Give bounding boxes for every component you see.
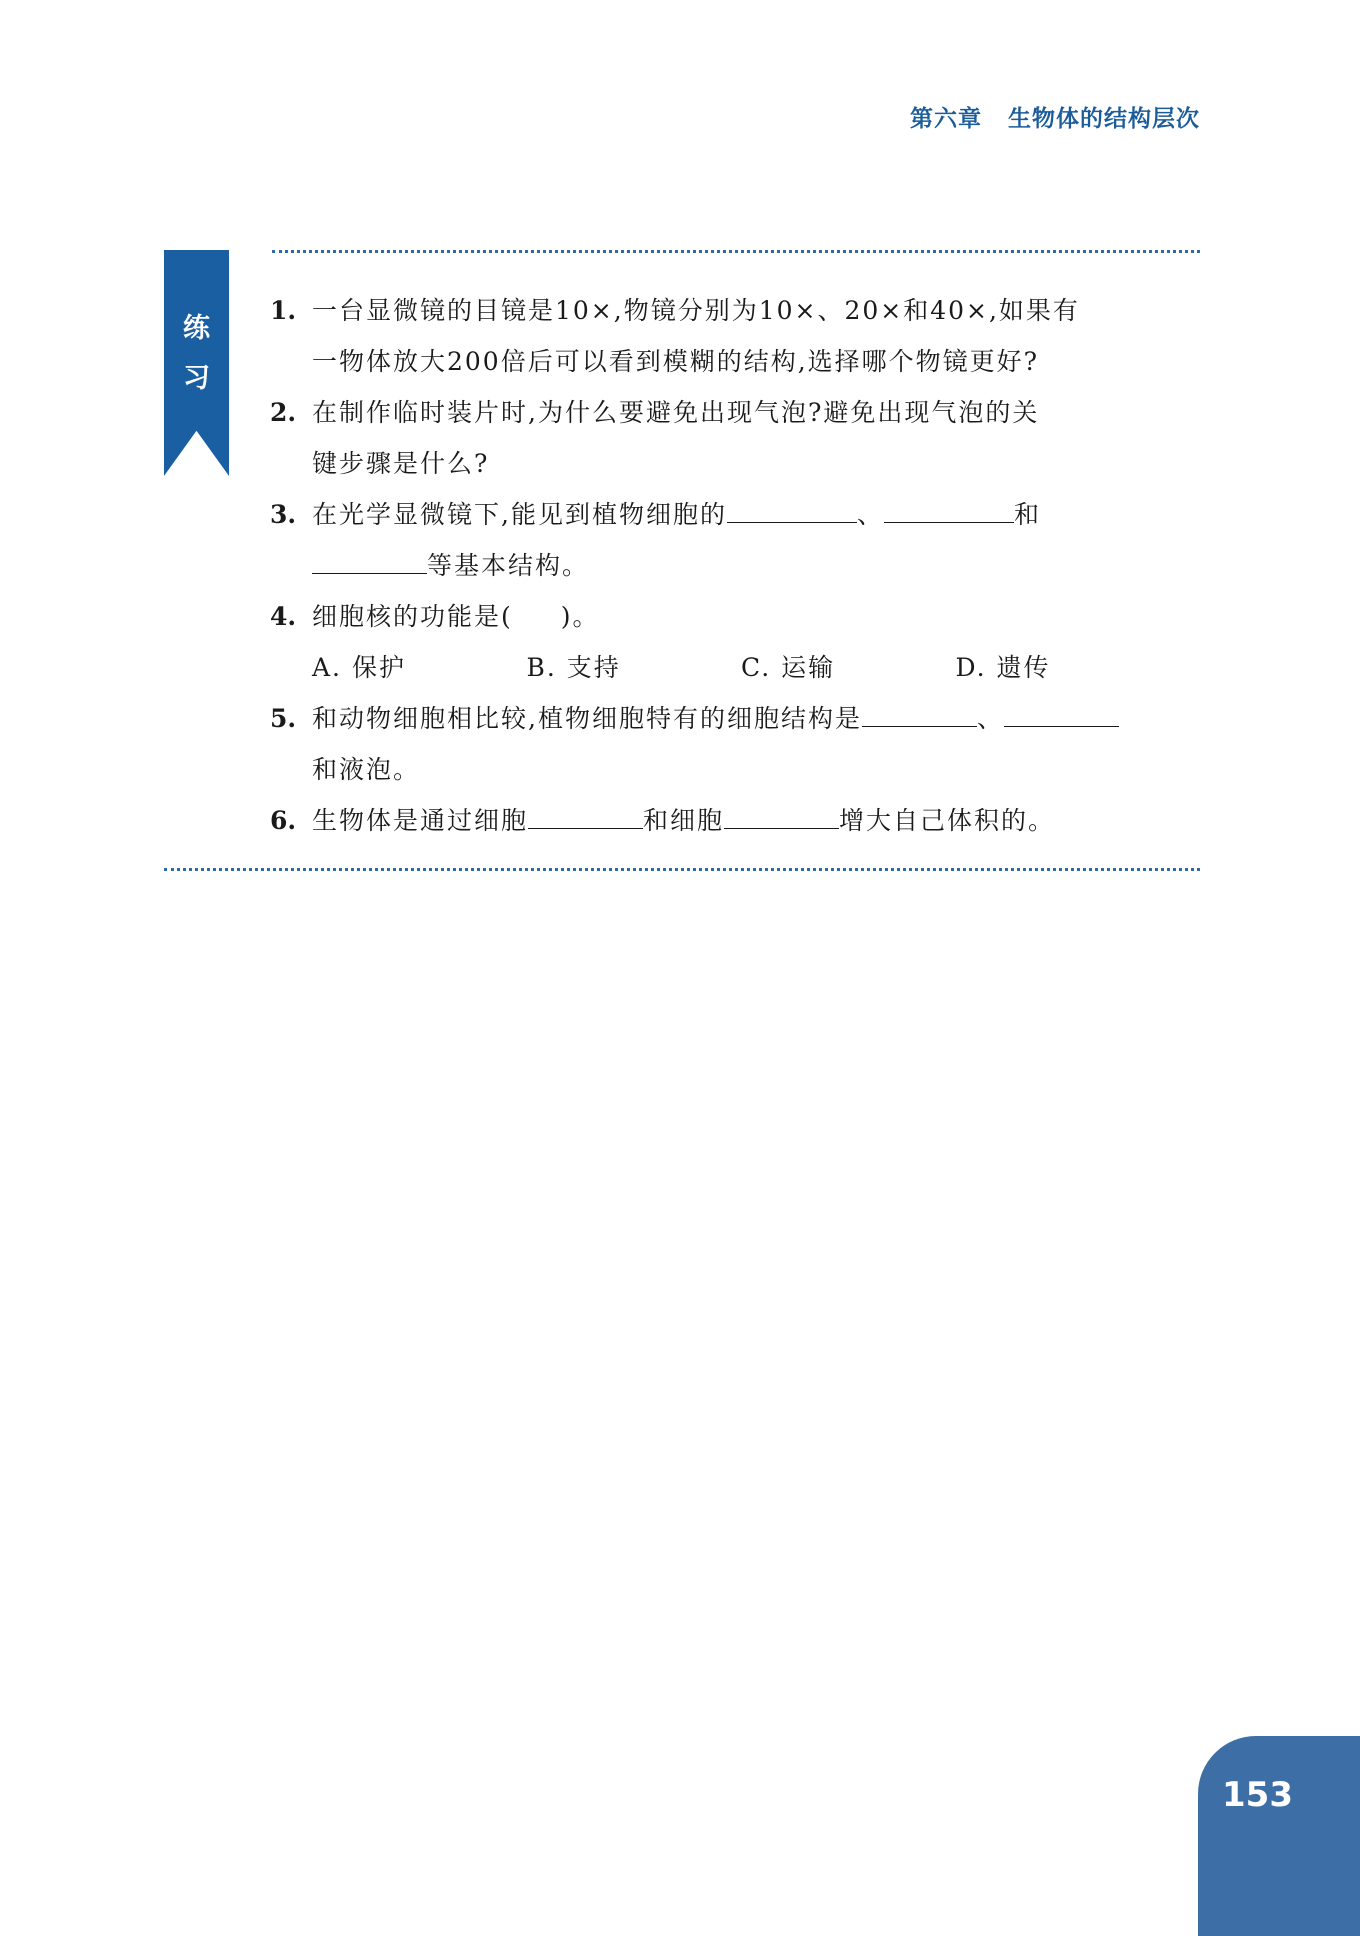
option-d[interactable]: D. 遗传 [955, 653, 1051, 682]
answer-blank[interactable] [727, 490, 857, 523]
option-a[interactable]: A. 保护 [312, 653, 406, 682]
question-number: 3. [270, 500, 297, 529]
question-number: 6. [270, 806, 297, 835]
question-text-line: 一台显微镜的目镜是10×,物镜分别为10×、20×和40×,如果有 [312, 296, 1080, 325]
separator: 、 [976, 704, 1004, 733]
answer-blank[interactable] [862, 694, 977, 727]
exercise-list [270, 285, 1170, 846]
question-number: 4. [270, 602, 297, 631]
question-4 [270, 591, 1170, 693]
option-b[interactable]: B. 支持 [526, 653, 621, 682]
answer-blank[interactable] [884, 490, 1014, 523]
question-text: 等基本结构。 [427, 551, 590, 580]
separator: 、 [856, 500, 884, 529]
answer-blank[interactable] [724, 796, 839, 829]
option-c[interactable]: C. 运输 [741, 653, 836, 682]
question-text-line: 键步骤是什么? [312, 449, 490, 478]
question-text-line: 在制作临时装片时,为什么要避免出现气泡?避免出现气泡的关 [312, 398, 1040, 427]
question-text: 和细胞 [643, 806, 725, 835]
question-2 [270, 387, 1170, 489]
chapter-title: 生物体的结构层次 [1008, 106, 1200, 132]
chapter-number: 第六章 [910, 106, 982, 132]
bottom-divider [164, 868, 1200, 871]
question-1 [270, 285, 1170, 387]
exercise-label: 练 习 [183, 313, 210, 394]
question-text: 细胞核的功能是( [312, 602, 513, 631]
question-number: 5. [270, 704, 297, 733]
answer-blank[interactable] [1004, 694, 1119, 727]
question-number: 2. [270, 398, 297, 427]
question-text: 和动物细胞相比较,植物细胞特有的细胞结构是 [312, 704, 862, 733]
page-number-tab [1198, 1736, 1360, 1936]
answer-blank[interactable] [528, 796, 643, 829]
question-text: 生物体是通过细胞 [312, 806, 529, 835]
chapter-header [910, 100, 1200, 133]
page-number: 153 [1222, 1775, 1293, 1815]
answer-blank[interactable] [312, 541, 427, 574]
choice-options [312, 642, 1170, 693]
question-text: 和液泡。 [312, 755, 421, 784]
question-5 [270, 693, 1170, 795]
question-6 [270, 795, 1170, 846]
question-text: )。 [560, 602, 600, 631]
top-divider [272, 250, 1200, 253]
question-text: 和 [1013, 500, 1041, 529]
question-number: 1. [270, 296, 297, 325]
question-text: 增大自己体积的。 [839, 806, 1056, 835]
question-text: 在光学显微镜下,能见到植物细胞的 [312, 500, 727, 529]
question-text-line: 一物体放大200倍后可以看到模糊的结构,选择哪个物镜更好? [312, 347, 1040, 376]
question-3 [270, 489, 1170, 591]
